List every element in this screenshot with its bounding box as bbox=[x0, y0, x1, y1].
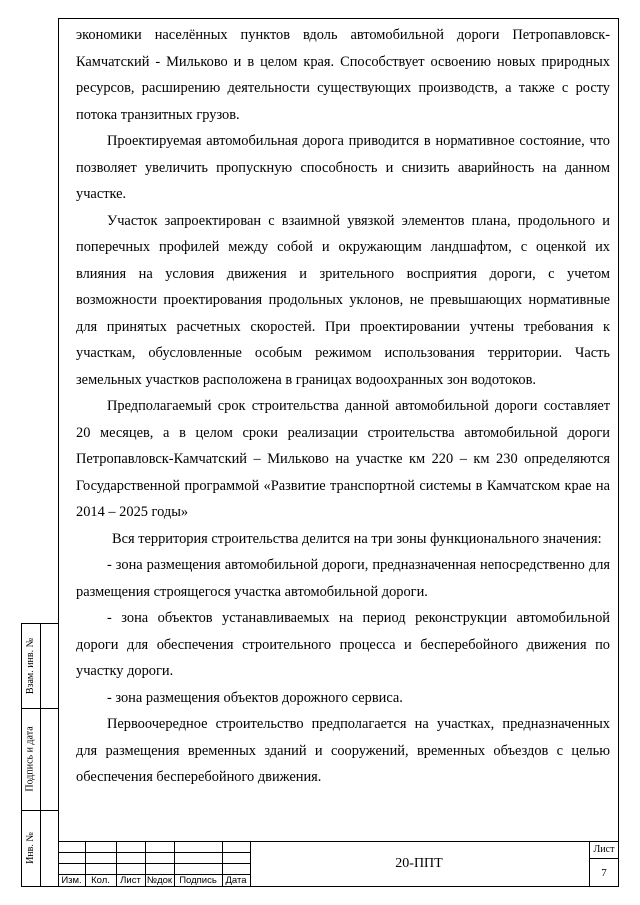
header-izm: Изм. bbox=[61, 875, 82, 886]
paragraph: Проектируемая автомобильная дорога приводится в нормативное состояние, что позволяет увеличить пропускную способность и снизить аварийность на данном участке. bbox=[76, 133, 610, 202]
side-stamp-vzam-inv: Взам. инв. № bbox=[25, 637, 37, 695]
side-stamp bbox=[21, 623, 58, 887]
header-kol: Кол. bbox=[91, 875, 110, 886]
header-list: Лист bbox=[120, 875, 141, 886]
paragraph: Участок запроектирован с взаимной увязкой элементов плана, продольного и поперечных профилей между собой и окружающим ландшафтом, с оценкой их влияния на условия движения и зрительного восприятия дороги, с учетом возможности проектирования продольных уклонов, не превышающих нормативные для принятых расчетных скоростей. При проектировании учтены требования к участкам, обусловленные особым режимом использования территории. Часть земельных участков расположена в границах водоохранных зон водотоков. bbox=[76, 212, 610, 388]
side-stamp-inv-podl: Инв. № bbox=[25, 832, 36, 864]
header-podpis: Подпись bbox=[179, 875, 217, 886]
sheet-number: 7 bbox=[601, 867, 607, 879]
side-stamp-divider bbox=[40, 624, 41, 886]
list-item: - зона размещения автомобильной дороги, предназначенная непосредственно для размещения строящегося участка автомобильной дороги. bbox=[76, 557, 610, 600]
document-body bbox=[76, 22, 610, 791]
list-item: - зона размещения объектов дорожного сервиса. bbox=[107, 689, 403, 706]
header-ndok: №док bbox=[146, 875, 173, 886]
list-item: - зона объектов устанавливаемых на период реконструкции автомобильной дороги для обеспечения строительного процесса и бесперебойного движения по участку дороги. bbox=[76, 610, 610, 679]
title-block bbox=[58, 841, 619, 887]
paragraph: Предполагаемый срок строительства данной автомобильной дороги составляет 20 месяцев, а в целом сроки реализации строительства автомобильной дороги Петропавловск-Камчатский – Мильково на участке км 220 – км 230 определяются Государственной программой «Развитие транспортной системы в Камчатском крае на 2014 – 2025 годы» bbox=[76, 398, 610, 520]
paragraph: экономики населённых пунктов вдоль автомобильной дороги Петропавловск-Камчатский - Мильково и в целом края. Способствует освоению новых природных ресурсов, расширению деятельности существующих производств, а также с росту потока транзитных грузов. bbox=[76, 27, 610, 123]
paragraph: Вся территория строительства делится на три зоны функционального значения: bbox=[112, 530, 602, 547]
side-stamp-podpis-data: Подпись и дата bbox=[25, 726, 36, 792]
header-data: Дата bbox=[225, 875, 247, 886]
sheet-label: Лист bbox=[593, 844, 615, 855]
paragraph: Первоочередное строительство предполагается на участках, предназначенных для размещения временных зданий и сооружений, временных объездов с целью обеспечения бесперебойного движения. bbox=[76, 716, 610, 785]
document-code: 20-ППТ bbox=[395, 856, 443, 871]
